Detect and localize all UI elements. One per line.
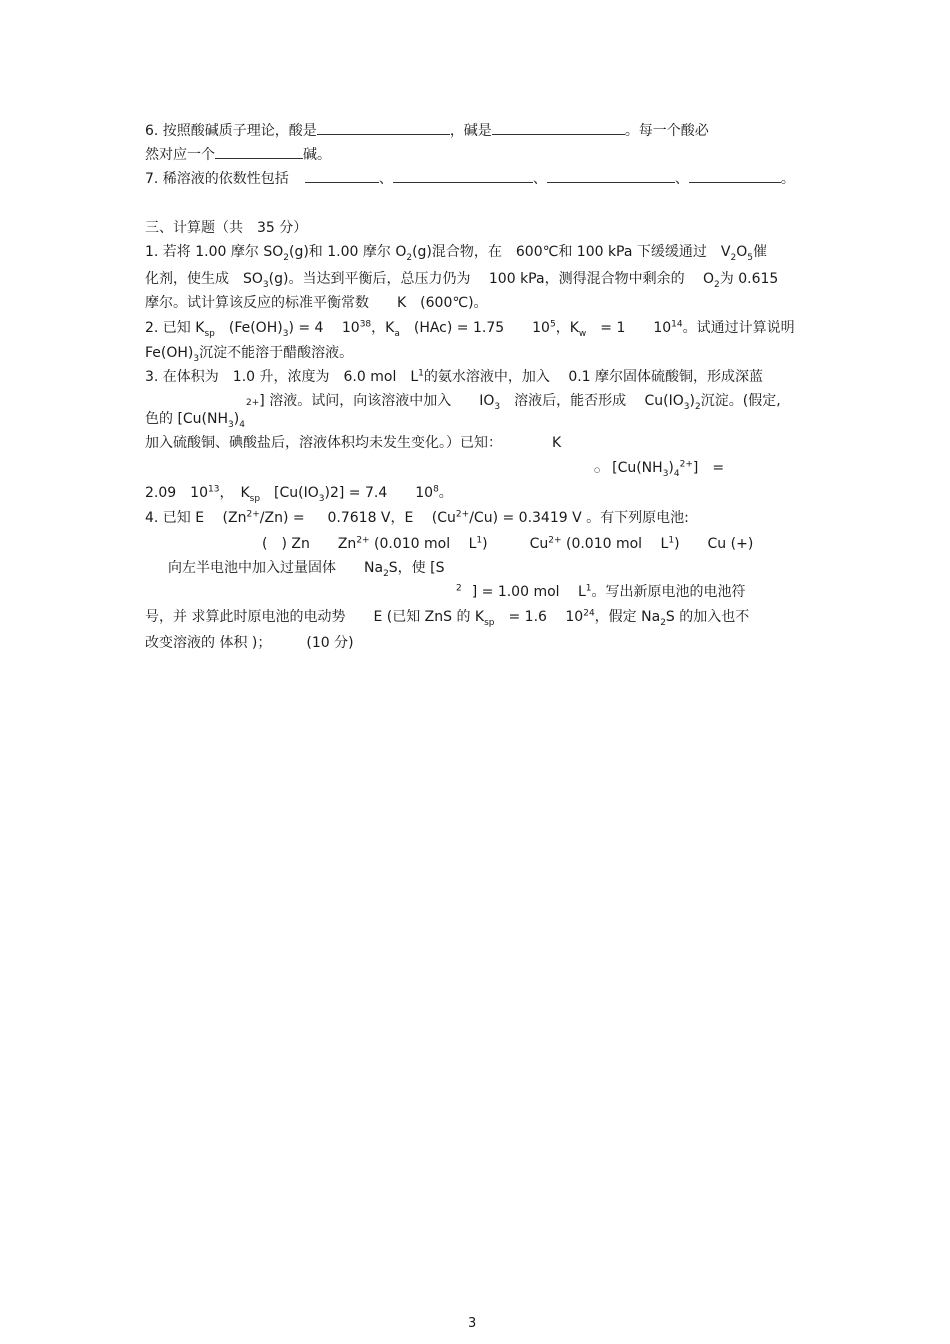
q7-sep-2: 、 [532, 171, 547, 187]
c3-text: ] 溶液。试问，向该溶液中加入 IO [259, 393, 495, 409]
c4-text: (0.010 mol L [561, 536, 669, 552]
c4-text: S，使 [S [388, 560, 445, 576]
q6-text-b: ，碱是 [449, 123, 492, 139]
c2-sub: 3 [282, 328, 289, 339]
c4-text: ，假定 Na [594, 609, 661, 625]
c4-text: ( ) Zn Zn [262, 536, 357, 552]
c3-sup: 8 [433, 484, 439, 495]
c3-line5 [594, 459, 724, 479]
c4-sup: 2 [456, 583, 462, 594]
q6-line2 [145, 146, 331, 164]
c1-sub: 3 [262, 279, 269, 290]
q6-blank-acid [317, 122, 450, 135]
c1-text: 催 [752, 244, 767, 260]
c2-text: 2. 已知 K [145, 320, 205, 336]
c2-sub: w [578, 328, 587, 339]
c2-text: = 1 10 [586, 320, 672, 336]
q7-text: 7. 稀溶液的依数性包括 [145, 171, 289, 187]
c2-line1 [145, 319, 795, 337]
c4-text: /Zn) = 0.7618 V，E (Cu [259, 510, 456, 526]
c3-text: 的氨水溶液中，加入 0.1 摩尔固体硫酸铜，形成深蓝 [423, 369, 764, 385]
c3-text: [Cu(IO [260, 485, 319, 501]
c4-text: ) Cu [482, 536, 549, 552]
c4-line4 [456, 583, 746, 601]
c3-text: 3. 在体积为 1.0 升，浓度为 6.0 mol L [145, 369, 419, 385]
c3-sub: 3 [318, 493, 325, 504]
c4-sub: sp [484, 617, 495, 628]
c3-text: )2] = 7.4 10 [324, 485, 434, 501]
c1-sub: 2 [283, 252, 289, 263]
c4-text: /Cu) = 0.3419 V 。有下列原电池: [469, 510, 689, 526]
c4-sup: 2+ [356, 535, 370, 546]
c4-line5 [145, 608, 749, 626]
c3-text: 沉淀。(假定, [700, 393, 781, 409]
c1-text: O [736, 244, 748, 260]
c3-sup: 13 [208, 484, 220, 495]
c3-sub: 3 [683, 401, 690, 412]
c1-line1 [145, 243, 767, 261]
c2-text: ) = 4 10 [288, 320, 360, 336]
c1-sub: 5 [747, 252, 753, 263]
page-number: 3 [468, 1316, 477, 1331]
c2-sub: sp [204, 328, 215, 339]
c4-text: S 的加入也不 [665, 609, 750, 625]
c1-text: 为 0.615 [719, 271, 779, 287]
c2-sub: 3 [193, 353, 200, 364]
c3-sub: 4 [239, 419, 245, 430]
c1-text: (g)混合物，在 600℃和 100 kPa 下缓缓通过 V [412, 244, 731, 260]
section-heading: 三、计算题（共 35 分） [145, 220, 308, 236]
c3-sub: sp [249, 493, 261, 504]
c3-k-symbol: K [552, 435, 562, 451]
c2-text: 沉淀不能溶于醋酸溶液。 [199, 345, 354, 361]
c2-text: (HAc) = 1.75 10 [399, 320, 550, 336]
c4-sup: 2+ [548, 535, 562, 546]
q7-line [145, 170, 795, 188]
c2-sup: 5 [549, 319, 556, 330]
c3-text: ) [668, 460, 674, 476]
q7-blank-2 [393, 170, 533, 183]
c3-sup: 1 [418, 368, 424, 379]
c1-sub: 2 [406, 252, 413, 263]
q7-sep-1: 、 [378, 171, 393, 187]
c3-text: ) [233, 411, 240, 427]
c2-text: (Fe(OH) [214, 320, 283, 336]
c1-text: 1. 若将 1.00 摩尔 SO [145, 244, 284, 260]
c3-sub: 3 [494, 401, 501, 412]
c4-text: (0.010 mol L [369, 536, 477, 552]
c4-text: ] = 1.00 mol L [471, 584, 586, 600]
c4-text: 4. 已知 E (Zn [145, 510, 247, 526]
c3-sup: 2+ [679, 459, 693, 470]
c3-line6 [145, 484, 453, 502]
c4-text: 向左半电池中加入过量固体 Na [168, 560, 384, 576]
c1-sub: 2 [714, 279, 720, 290]
q6-text-e: 碱。 [303, 147, 331, 163]
c1-line2 [145, 270, 778, 288]
c3-small-mark: ○ [594, 466, 601, 474]
c3-sub: 3 [228, 419, 234, 430]
c4-sup: 24 [583, 608, 595, 619]
q7-blank-4 [689, 170, 781, 183]
c4-sup: 1 [585, 583, 592, 594]
c3-line2 [246, 392, 781, 412]
c4-line6: 改变溶液的 体积 )； (10 分) [145, 635, 354, 651]
q7-sep-3: 、 [674, 171, 689, 187]
c2-sup: 38 [359, 319, 372, 330]
q6-text-d: 然对应一个 [145, 147, 215, 163]
c3-text: 加入硫酸铜、碘酸盐后，溶液体积均未发生变化。）已知： [145, 435, 502, 451]
c4-text: ) Cu (+) [674, 536, 754, 552]
c1-line3: 摩尔。试计算该反应的标准平衡常数 K (600℃)。 [145, 295, 488, 311]
c4-line3 [168, 559, 444, 577]
q6-line1 [145, 122, 709, 140]
c1-text: 化剂，使生成 SO [145, 271, 263, 287]
c2-text: Fe(OH) [145, 345, 194, 361]
c1-text: (g)。当达到平衡后，总压力仍为 100 kPa，测得混合物中剩余的 O [268, 271, 715, 287]
c4-sup: 1 [476, 535, 483, 546]
c3-text: ) [689, 393, 695, 409]
c3-text: 2+ [246, 398, 260, 408]
q6-text-c: 。每一个酸必 [624, 123, 709, 139]
c3-text: 。 [438, 485, 453, 501]
c4-text: = 1.6 10 [494, 609, 584, 625]
c4-sup: 2+ [246, 509, 260, 520]
c4-text: 号，并 求算此时原电池的电动势 E (已知 ZnS 的 K [145, 609, 485, 625]
c4-sup: 1 [668, 535, 675, 546]
c2-sup: 14 [671, 319, 683, 330]
c3-text: ] = [692, 460, 725, 476]
c3-text: 色的 [Cu(NH [145, 411, 229, 427]
c3-line1 [145, 368, 763, 386]
c3-text: 2.09 10 [145, 485, 208, 501]
c3-sub: 2 [695, 401, 701, 412]
c4-text: 。写出新原电池的电池符 [591, 584, 746, 600]
c4-line2 [262, 535, 753, 553]
c3-text: 溶液后，能否形成 Cu(IO [500, 393, 684, 409]
c4-sub: 2 [383, 568, 389, 579]
c4-sub: 2 [660, 617, 666, 628]
q7-blank-3 [547, 170, 675, 183]
c2-text: ，K [371, 320, 395, 336]
c3-sub: 4 [673, 468, 680, 479]
c3-text: [Cu(NH [612, 460, 663, 476]
q7-end: 。 [780, 171, 795, 187]
q6-blank-base [492, 122, 625, 135]
c2-text: ，K [555, 320, 579, 336]
c1-text: (g)和 1.00 摩尔 O [288, 244, 407, 260]
q6-text-a: 6. 按照酸碱质子理论，酸是 [145, 123, 317, 139]
c3-text: ， K [219, 485, 250, 501]
c1-sub: 2 [730, 252, 737, 263]
q7-blank-1 [305, 170, 379, 183]
c2-line2 [145, 344, 353, 362]
c4-sup: 2+ [455, 509, 470, 520]
c3-line3 [145, 410, 245, 428]
c2-sub: a [394, 328, 400, 339]
q6-blank-conj [215, 146, 303, 159]
c3-sub: 3 [662, 468, 669, 479]
c4-line1 [145, 509, 689, 527]
c3-line4 [145, 434, 561, 452]
c2-text: 。试通过计算说明 [682, 320, 795, 336]
